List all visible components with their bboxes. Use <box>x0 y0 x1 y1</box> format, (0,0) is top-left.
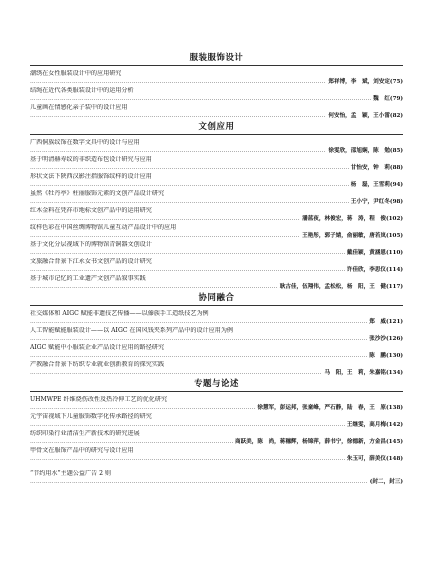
entry-authors: 王继雯，高月梅 <box>346 422 387 428</box>
dot-leader <box>30 147 326 156</box>
entry-authors: 郑祥博，李 斌，刘安定 <box>328 79 390 85</box>
entry-title: 形状文法下陕西汉影注指服饰纹样的设计应用 <box>30 173 152 180</box>
entry-page: (117) <box>386 284 403 290</box>
section-heading: 服装服饰设计 <box>189 52 244 62</box>
dot-leader <box>30 215 300 224</box>
entry-authors: 何安怡，孟 颖，王小雷 <box>328 113 390 119</box>
dot-leader <box>30 181 349 190</box>
entry-title: 儿童画在情感化亲子装中的设计应用 <box>30 104 128 111</box>
entry-title: 广西侗族纹饰在数字文具中的设计与应用 <box>30 139 140 146</box>
entry-authors: 王小宁，尹红冬 <box>350 199 390 205</box>
entry-authors: 徐慧军，彭运邦，张童峰，严石静，陆 春，王 原 <box>257 405 387 411</box>
toc-entry[interactable] <box>30 70 403 87</box>
toc-entry[interactable] <box>30 104 403 121</box>
toc-entry[interactable] <box>30 413 403 430</box>
entry-page: (98) <box>389 199 403 205</box>
entry-page: (114) <box>386 267 403 273</box>
toc-entry[interactable] <box>30 207 403 224</box>
entry-title: 纹样色彩在中国丝绸博物馆儿童互动产品设计中的应用 <box>30 224 177 231</box>
entry-authors: 潘蓝夜，林俊宏，蒋 涛，程 俊 <box>302 216 387 222</box>
entry-title: 人工智能赋能服装设计——以 AIGC 在国风钱夹系列产品中的设计应用为例 <box>30 327 234 334</box>
toc-entry[interactable] <box>30 139 403 156</box>
entry-page: (105) <box>386 233 403 239</box>
entry-title: 基于文化分层视域下的博物馆青铜器文创设计 <box>30 241 152 248</box>
section-heading: 专题与论述 <box>194 378 239 388</box>
entry-page: (134) <box>386 370 403 376</box>
dot-leader <box>30 164 349 173</box>
entry-authors: 杨 磊，王雪莉 <box>350 182 390 188</box>
entry-page: (142) <box>386 422 403 428</box>
entry-title: 纺织印染行业清洁生产新技术的研究进展 <box>30 430 140 437</box>
section-rule <box>30 305 403 306</box>
dot-leader <box>30 95 371 104</box>
entry-title: AIGC 赋能中小服装企业产品设计应用的路径研究 <box>30 344 165 351</box>
dot-leader <box>30 112 326 121</box>
dot-leader <box>30 318 367 327</box>
dot-leader <box>30 438 233 447</box>
entry-title: 基于城市记忆的工业遗产文创产品叙事实践 <box>30 275 146 282</box>
section-rule <box>30 391 403 392</box>
toc-entry[interactable] <box>30 258 403 275</box>
toc-entry[interactable] <box>30 173 403 190</box>
dot-leader <box>30 352 367 361</box>
section-collaborative-integration <box>30 292 403 378</box>
section-rule <box>30 65 403 66</box>
toc-entry[interactable] <box>30 361 403 378</box>
dot-leader <box>30 283 278 292</box>
entry-page: (85) <box>389 148 403 154</box>
toc-entry[interactable] <box>30 156 403 173</box>
entry-title: UHMWPE 纤维烧伤改性及热冷伸工艺的优化研究 <box>30 396 168 403</box>
entry-page: (126) <box>386 336 403 342</box>
toc-entry[interactable] <box>30 430 403 447</box>
dot-leader <box>30 421 345 430</box>
entry-authors: 王艳彤，郭子婧，俞丽敏，唐若岚 <box>302 233 387 239</box>
section-heading: 协同融合 <box>198 292 235 302</box>
toc-entry[interactable] <box>30 190 403 207</box>
entry-title: “节约用水”主题公益广告 2 则 <box>30 470 112 477</box>
entry-title: 潮绣在女性服装设计中的应用研究 <box>30 70 122 77</box>
entry-page: (130) <box>386 353 403 359</box>
entry-title: 社交媒体和 AIGC 赋能非遗技艺传播——以傣族手工造纸技艺为例 <box>30 310 209 317</box>
dot-leader <box>30 249 345 258</box>
dot-leader <box>30 266 345 275</box>
entry-title: 甲骨文在服饰产品中的研究与设计应用 <box>30 447 134 454</box>
entry-page: (102) <box>386 216 403 222</box>
entry-title: 红木金料在凭祥市地标文创产品中的运用研究 <box>30 207 152 214</box>
entry-authors: 耿古佳，伍翔伟，孟松松，杨 阳，王 健 <box>279 284 387 290</box>
entry-page: (138) <box>386 405 403 411</box>
section-topics-and-reviews <box>30 378 403 464</box>
entry-authors: 甘怡安，钟 莉 <box>350 165 390 171</box>
toc-entry[interactable] <box>30 447 403 464</box>
toc-entry[interactable] <box>30 87 403 104</box>
entry-authors: 郑 威 <box>369 319 387 325</box>
entry-title: 虽然《牡丹亭》柱丽服饰元素的文创产品设计研究 <box>30 190 165 197</box>
entry-page: (148) <box>386 456 403 462</box>
entry-authors: 戴佳颖，黄涵恩 <box>346 250 387 256</box>
entry-authors: 魏 红 <box>373 96 390 102</box>
entry-title: 产教融合背景下纺织专业就业创新教育的探究实践 <box>30 361 165 368</box>
toc-entry[interactable] <box>30 275 403 292</box>
entry-page: (82) <box>389 113 403 119</box>
toc-entry[interactable] <box>30 224 403 241</box>
entry-authors: 徐雯欣，邵旭娴，陈 勉 <box>328 148 390 154</box>
entry-page: (封二，封三) <box>369 479 403 485</box>
entry-page: (75) <box>389 79 403 85</box>
section-creative-application <box>30 121 403 292</box>
entry-authors: 许佳欣，李思仪 <box>346 267 387 273</box>
toc-entry[interactable] <box>30 396 403 413</box>
entry-title: 结绳在近代各类服装设计中的运用分析 <box>30 87 134 94</box>
entry-page: (110) <box>386 250 403 256</box>
dot-leader <box>30 335 367 344</box>
dot-leader <box>30 232 300 241</box>
entry-page: (79) <box>389 96 403 102</box>
entry-page: (88) <box>389 165 403 171</box>
toc-entry[interactable] <box>30 344 403 361</box>
dot-leader <box>30 478 368 487</box>
toc-entry-footer[interactable] <box>30 470 403 487</box>
section-clothing-design <box>30 52 403 121</box>
entry-title: 元宇宙视域下儿童服饰数字化传承路径的研究 <box>30 413 152 420</box>
dot-leader <box>30 404 255 413</box>
entry-title: 基于明清赫寿纹的非织造布包设计研究与应用 <box>30 156 152 163</box>
dot-leader <box>30 369 322 378</box>
section-heading: 文创应用 <box>198 121 235 131</box>
dot-leader <box>30 198 349 207</box>
entry-authors: 陈 鹏 <box>369 353 387 359</box>
toc-entry[interactable] <box>30 327 403 344</box>
toc-entry[interactable] <box>30 241 403 258</box>
entry-page: (121) <box>386 319 403 325</box>
toc-entry[interactable] <box>30 310 403 327</box>
entry-title: 文旅融合背景下江永女书文创产品的设计研究 <box>30 258 152 265</box>
entry-authors: 马 阳，王 莉，朱嘉铭 <box>324 370 387 376</box>
entry-page: (94) <box>389 182 403 188</box>
entry-page: (145) <box>386 439 403 445</box>
section-rule <box>30 134 403 135</box>
entry-authors: 张沙沙 <box>369 336 387 342</box>
dot-leader <box>30 78 326 87</box>
entry-authors: 商跃美，陈 尚，蒋穗辉，杨锦萍，薛书宁，徐德新，方金昌 <box>234 439 387 445</box>
entry-authors: 朱玉可，薛美仪 <box>346 456 387 462</box>
dot-leader <box>30 455 345 464</box>
